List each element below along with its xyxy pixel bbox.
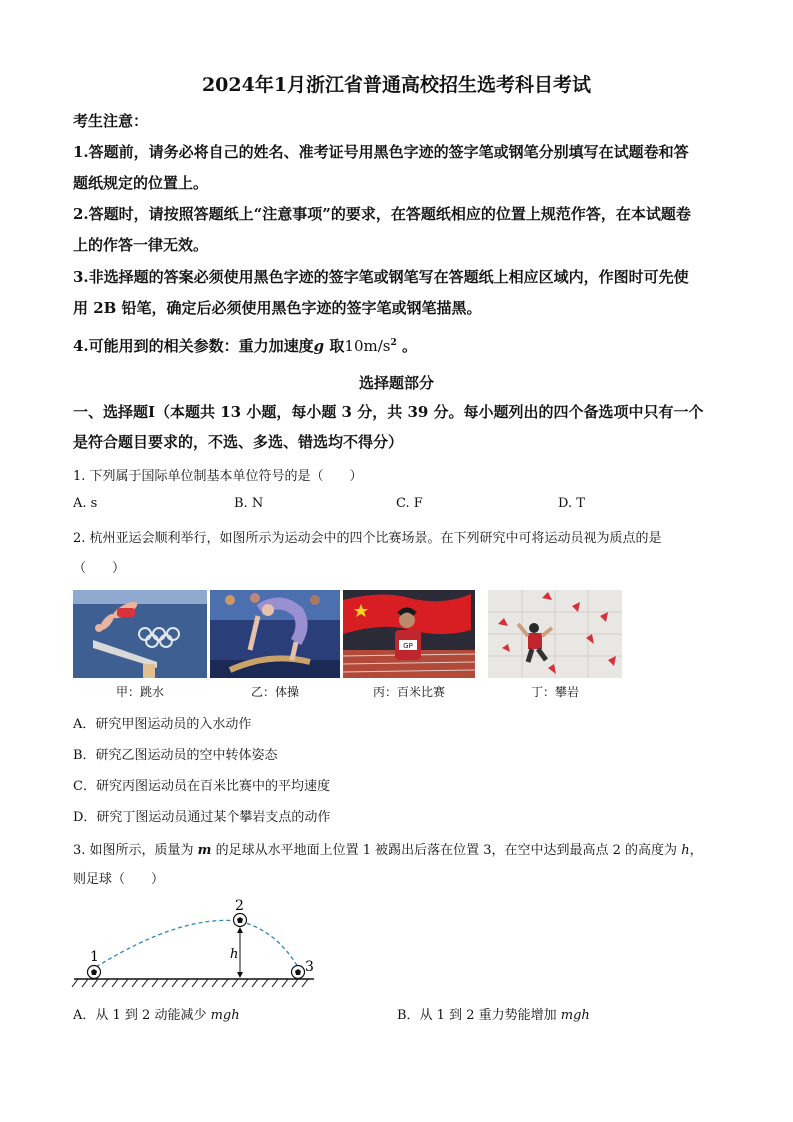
caption-gymnastics: 乙：体操	[250, 685, 299, 699]
q2-option-c: C．研究丙图运动员在百米比赛中的平均速度	[73, 779, 330, 794]
page-title: 2024年1月浙江省普通高校招生选考科目考试	[201, 74, 592, 96]
q3-option-b: B．从 1 到 2 重力势能增加 mgh	[397, 1008, 590, 1023]
caption-100m-race: 丙：百米比赛	[372, 685, 445, 699]
q1-option-c: C. F	[396, 496, 423, 511]
caption-climbing: 丁：攀岩	[530, 685, 579, 699]
notice-item-2-line-1: 2.答题时，请按照答题纸上“注意事项”的要求，在答题纸相应的位置上规范作答，在本试题卷	[73, 205, 691, 223]
q1-option-b: B. N	[234, 496, 264, 511]
q2-option-a: A．研究甲图运动员的入水动作	[73, 717, 252, 732]
q2-stem-line-2: （ ）	[73, 561, 126, 576]
q3-stem-line-1: 3. 如图所示，质量为 m 的足球从水平地面上位置 1 被踢出后落在位置 3，在空中达到最高点 2 的高度为 h，	[73, 843, 703, 858]
part1-instructions-line-2: 是符合题目要求的，不选、多选、错选均不得分）	[73, 433, 404, 451]
section-title: 选择题部分	[358, 374, 434, 392]
q3-stem-line-2: 则足球（ ）	[73, 872, 165, 887]
photo-gymnastics	[210, 590, 340, 678]
photo-bib-text: GP	[403, 642, 413, 650]
trajectory-curve	[96, 920, 298, 967]
notice-item-2-line-2: 上的作答一律无效。	[73, 236, 209, 254]
photo-climbing	[488, 590, 622, 678]
part1-instructions-line-1: 一、选择题Ⅰ（本题共 13 小题，每小题 3 分，共 39 分。每小题列出的四个备选项中只有一个	[73, 403, 704, 421]
label-position-2: 2	[235, 898, 244, 914]
label-height-h: h	[230, 947, 239, 962]
ball-position-2	[234, 914, 247, 927]
notice-item-3-line-2: 用 2B 铅笔，确定后必须使用黑色字迹的签字笔或钢笔描黑。	[73, 299, 482, 317]
notice-item-1-line-2: 题纸规定的位置上。	[73, 174, 209, 192]
q3-option-a: A．从 1 到 2 动能减少 mgh	[73, 1008, 240, 1023]
q2-stem-line-1: 2. 杭州亚运会顺利举行，如图所示为运动会中的四个比赛场景。在下列研究中可将运动员视为质点的是	[73, 531, 662, 546]
q3-trajectory-figure	[70, 895, 330, 995]
label-position-1: 1	[90, 949, 99, 965]
notice-item-4: 4.可能用到的相关参数：重力加速度g 取$10m/s^2$ 。	[73, 337, 417, 355]
q1-stem: 1. 下列属于国际单位制基本单位符号的是（ ）	[73, 469, 363, 484]
notice-item-3-line-1: 3.非选择题的答案必须使用黑色字迹的签字笔或钢笔写在答题纸上相应区域内，作图时可先使	[73, 268, 689, 286]
q1-option-a: A. s	[73, 496, 98, 511]
gravity-value: 10m/s	[344, 337, 391, 355]
ball-position-1	[88, 966, 101, 979]
notice-heading: 考生注意：	[73, 112, 149, 130]
ball-position-3	[292, 966, 305, 979]
caption-diving: 甲：跳水	[115, 685, 164, 699]
photo-100m-race	[343, 590, 475, 678]
q2-option-b: B．研究乙图运动员的空中转体姿态	[73, 748, 278, 763]
photo-diving	[73, 590, 207, 678]
q1-option-d: D. T	[558, 496, 585, 511]
q2-option-d: D．研究丁图运动员通过某个攀岩支点的动作	[73, 810, 331, 825]
gravity-symbol: g	[313, 337, 325, 355]
notice-item-1-line-1: 1.答题前，请务必将自己的姓名、准考证号用黑色字迹的签字笔或钢笔分别填写在试题卷和答	[73, 143, 689, 161]
label-position-3: 3	[305, 959, 314, 975]
